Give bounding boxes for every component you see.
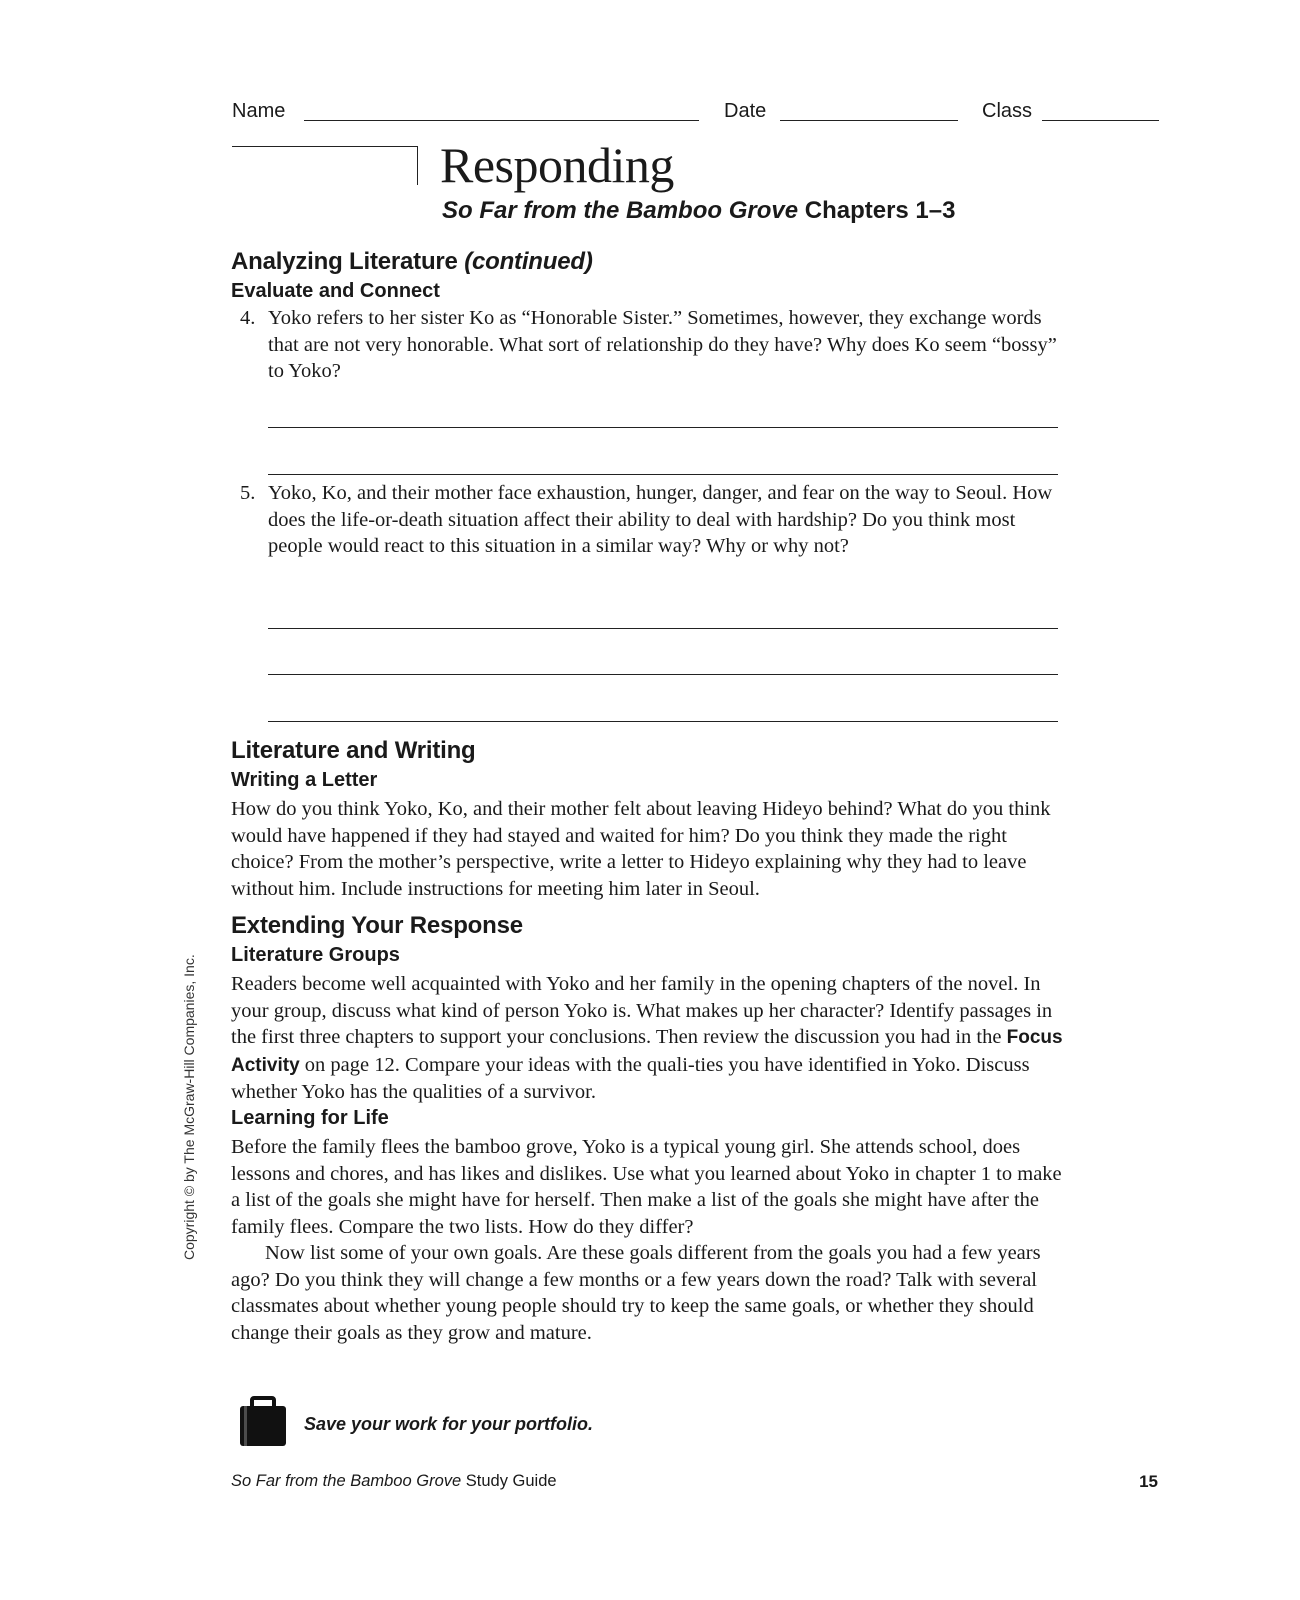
groups-text-part: Readers become well acquainted with Yoko and her family in the opening chapters of the novel. In your group, discuss what kind of person Yoko is. What makes up her character? Identify passages in the first three chapters to support your conclusions. Then review the discussion you had in the <box>231 973 1053 1048</box>
question-5 <box>240 480 1070 560</box>
date-field[interactable] <box>780 120 958 121</box>
class-label: Class <box>982 100 1033 122</box>
briefcase-icon <box>238 1396 288 1448</box>
page-number: 15 <box>1139 1472 1158 1491</box>
analyzing-literature-heading <box>231 248 593 276</box>
learning-for-life-heading: Learning for Life <box>231 1107 389 1129</box>
footer-book-title: So Far from the Bamboo Grove <box>231 1472 462 1490</box>
portfolio-note: Save your work for your portfolio. <box>304 1414 594 1434</box>
footer-guide-title <box>231 1472 557 1491</box>
page-subtitle <box>442 197 955 225</box>
answer-line[interactable] <box>268 474 1058 475</box>
page-title: Responding <box>440 137 674 193</box>
question-text: Yoko, Ko, and their mother face exhaustion, hunger, danger, and fear on the way to Seoul. How does the life-or-death situation affect their ability to deal with hardship? Do you think most people would react to this situation in a similar way? Why or why not? <box>268 482 1053 557</box>
subtitle-book-title: So Far from the Bamboo Grove <box>442 197 799 224</box>
class-field[interactable] <box>1042 120 1159 121</box>
literature-groups-heading: Literature Groups <box>231 944 400 966</box>
copyright-notice: Copyright © by The McGraw-Hill Companies, Inc. <box>181 954 197 1260</box>
literature-groups-text <box>231 971 1071 1106</box>
focus-activity-ref: Focus Activity <box>231 1027 1063 1076</box>
name-field[interactable] <box>304 120 699 121</box>
life-paragraph-1: Before the family flees the bamboo grove, Yoko is a typical young girl. She attends school, does lessons and chores, and has likes and dislikes. Use what you learned about Yoko in chapter 1 to make a list of the goals she might have for herself. Then make a list of the goals she might have after the family flees. Compare the two lists. How do they differ? <box>231 1136 1062 1238</box>
student-info-row <box>232 100 1159 126</box>
life-paragraph-2: Now list some of your own goals. Are these goals different from the goals you had a few years ago? Do you think they will change a few months or a few years down the road? Talk with several classmates about whether young people should try to keep the same goals, or whether they should change their goals as they grow and mature. <box>231 1242 1041 1344</box>
name-label: Name <box>232 100 286 122</box>
answer-line[interactable] <box>268 427 1058 428</box>
question-text: Yoko refers to her sister Ko as “Honorable Sister.” Sometimes, however, they exchange words that are not very honorable. What sort of relationship do they have? Why does Ko seem “bossy” to Yoko? <box>268 307 1057 382</box>
answer-line[interactable] <box>268 674 1058 675</box>
question-number: 4. <box>240 307 256 329</box>
writing-letter-heading: Writing a Letter <box>231 769 378 791</box>
answer-line[interactable] <box>268 721 1058 722</box>
groups-text-part: on page 12. Compare your ideas with the quali-ties you have identified in Yoko. Discuss whether Yoko has the qualities of a survivor. <box>231 1053 1030 1103</box>
title-bracket-decoration <box>232 146 418 185</box>
date-label: Date <box>724 100 767 122</box>
answer-line[interactable] <box>268 628 1058 629</box>
writing-letter-text: How do you think Yoko, Ko, and their mother felt about leaving Hideyo behind? What do you think would have happened if they had stayed and waited for him? Do you think they made the right choice? From the mother’s perspective, write a letter to Hideyo explaining why they had to leave without him. Include instructions for meeting him later in Seoul. <box>231 798 1051 900</box>
question-4 <box>240 305 1070 385</box>
evaluate-connect-heading: Evaluate and Connect <box>231 280 440 302</box>
extending-response-heading: Extending Your Response <box>231 912 523 939</box>
analyzing-heading-text: Analyzing Literature <box>231 248 465 275</box>
learning-for-life-text <box>231 1134 1071 1346</box>
question-number: 5. <box>240 482 256 504</box>
footer-guide-label: Study Guide <box>461 1472 557 1490</box>
analyzing-heading-suffix: (continued) <box>464 248 593 275</box>
subtitle-chapters: Chapters 1–3 <box>798 197 956 224</box>
literature-writing-heading: Literature and Writing <box>231 737 476 764</box>
